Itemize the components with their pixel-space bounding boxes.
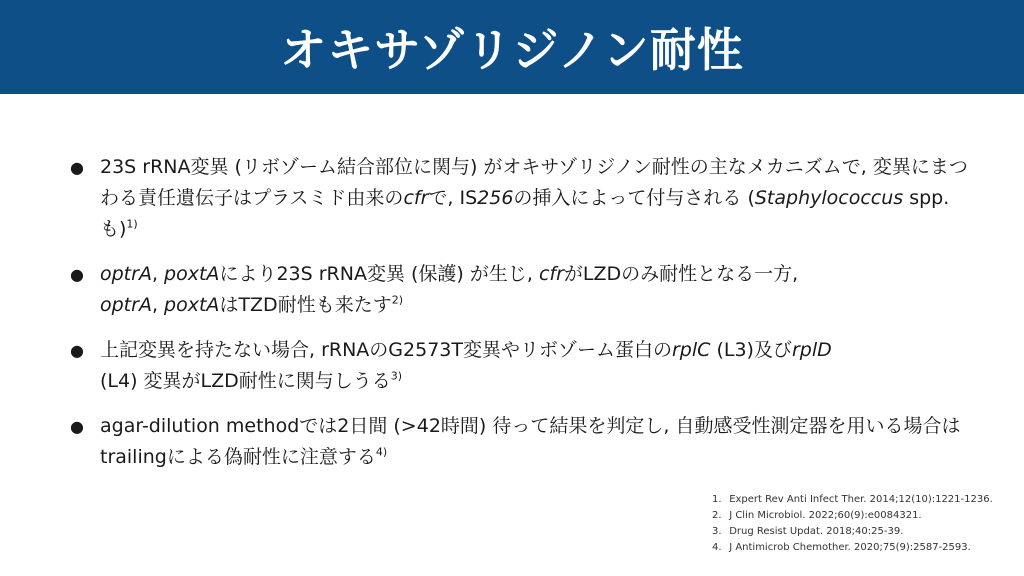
bullet-list — [70, 152, 970, 487]
bullet-item — [70, 152, 970, 245]
reference-number: 2. — [712, 510, 722, 521]
reference-text: J Antimicrob Chemother. 2020;75(9):2587-2593. — [729, 542, 971, 553]
reference-text: Drug Resist Updat. 2018;40:25-39. — [729, 526, 904, 537]
bullet-text: optrA, poxtAにより23S rRNA変異 (保護) が生じ, cfrがLZDのみ耐性となる一方, optrA, poxtAはTZD耐性も来たす$^{2)}$ — [100, 263, 799, 316]
reference-text: J Clin Microbiol. 2022;60(9):e0084321. — [729, 510, 922, 521]
reference-number: 4. — [712, 542, 722, 553]
reference-text: Expert Rev Anti Infect Ther. 2014;12(10):1221-1236. — [729, 494, 993, 505]
slide-title: オキサゾリジノン耐性 — [280, 23, 744, 77]
bullet-item — [70, 259, 970, 321]
bullet-text: 23S rRNA変異 (リボゾーム結合部位に関与) がオキサゾリジノン耐性の主なメカニズムで, 変異にまつわる責任遺伝子はプラスミド由来のcfrで, IS256の挿入によって付与される (Staphylococcus spp.も)$^{1)}$ — [100, 156, 968, 240]
title-bar — [0, 0, 1024, 94]
reference-number: 1. — [712, 494, 722, 505]
bullet-text: agar-dilution methodでは2日間 (>42時間) 待って結果を判定し, 自動感受性測定器を用いる場合はtrailingによる偽耐性に注意する$^{4)}$ — [100, 415, 961, 468]
reference-item — [712, 524, 993, 540]
reference-number: 3. — [712, 526, 722, 537]
reference-item — [712, 508, 993, 524]
bullet-item — [70, 411, 970, 473]
bullet-text: 上記変異を持たない場合, rRNAのG2573T変異やリボゾーム蛋白のrplC (L3)及びrplD (L4) 変異がLZD耐性に関与しうる$^{3)}$ — [100, 339, 832, 392]
reference-item — [712, 540, 993, 556]
bullet-dot-icon: ● — [70, 265, 84, 284]
bullet-dot-icon: ● — [70, 158, 84, 177]
bullet-dot-icon: ● — [70, 417, 84, 436]
reference-list — [712, 492, 993, 556]
reference-item — [712, 492, 993, 508]
bullet-dot-icon: ● — [70, 341, 84, 360]
bullet-item — [70, 335, 970, 397]
